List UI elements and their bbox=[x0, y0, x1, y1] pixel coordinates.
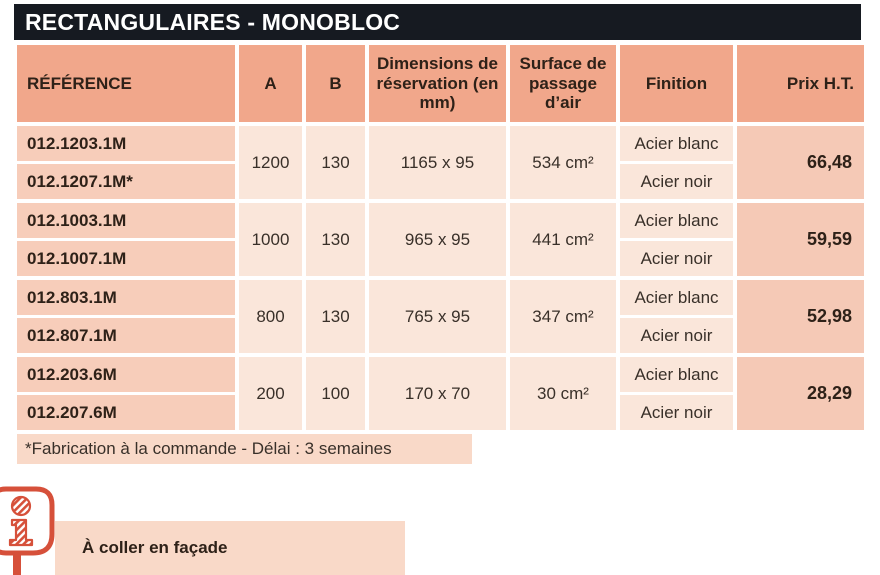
header-surface: Surface de passage d’air bbox=[510, 45, 616, 122]
fabrication-footnote: *Fabrication à la commande - Délai : 3 semaines bbox=[17, 434, 472, 464]
dimensions-cell: 765 x 95 bbox=[369, 280, 506, 353]
table-header-row bbox=[17, 45, 864, 122]
a-value-cell: 1200 bbox=[239, 126, 302, 199]
finition-cell: Acier blanc bbox=[620, 203, 733, 238]
surface-cell: 347 cm² bbox=[510, 280, 616, 353]
surface-cell: 534 cm² bbox=[510, 126, 616, 199]
surface-cell: 30 cm² bbox=[510, 357, 616, 430]
b-value-cell: 130 bbox=[306, 203, 365, 276]
product-table bbox=[17, 45, 864, 434]
reference-cell: 012.203.6M bbox=[17, 357, 235, 392]
finition-cell: Acier noir bbox=[620, 395, 733, 430]
reference-cell: 012.803.1M bbox=[17, 280, 235, 315]
table-group bbox=[17, 357, 864, 430]
finition-cell: Acier blanc bbox=[620, 357, 733, 392]
info-banner bbox=[55, 521, 405, 575]
info-banner-label: À coller en façade bbox=[82, 538, 228, 557]
table-group bbox=[17, 203, 864, 276]
a-value-cell: 200 bbox=[239, 357, 302, 430]
reference-cell: 012.1003.1M bbox=[17, 203, 235, 238]
header-b: B bbox=[306, 45, 365, 122]
reference-cell: 012.1203.1M bbox=[17, 126, 235, 161]
dimensions-cell: 1165 x 95 bbox=[369, 126, 506, 199]
header-finition: Finition bbox=[620, 45, 733, 122]
finition-cell: Acier blanc bbox=[620, 126, 733, 161]
dimensions-cell: 965 x 95 bbox=[369, 203, 506, 276]
price-cell: 52,98 bbox=[737, 280, 864, 353]
reference-cell: 012.1007.1M bbox=[17, 241, 235, 276]
b-value-cell: 100 bbox=[306, 357, 365, 430]
finition-cell: Acier blanc bbox=[620, 280, 733, 315]
reference-cell: 012.807.1M bbox=[17, 318, 235, 353]
header-prix: Prix H.T. bbox=[737, 45, 864, 122]
header-dimensions: Dimensions de réservation (en mm) bbox=[369, 45, 506, 122]
surface-cell: 441 cm² bbox=[510, 203, 616, 276]
header-reference: RÉFÉRENCE bbox=[17, 45, 235, 122]
a-value-cell: 800 bbox=[239, 280, 302, 353]
finition-cell: Acier noir bbox=[620, 241, 733, 276]
finition-cell: Acier noir bbox=[620, 164, 733, 199]
page-title: RECTANGULAIRES - MONOBLOC bbox=[14, 4, 861, 40]
reference-cell: 012.1207.1M* bbox=[17, 164, 235, 199]
price-cell: 28,29 bbox=[737, 357, 864, 430]
b-value-cell: 130 bbox=[306, 280, 365, 353]
header-a: A bbox=[239, 45, 302, 122]
b-value-cell: 130 bbox=[306, 126, 365, 199]
dimensions-cell: 170 x 70 bbox=[369, 357, 506, 430]
table-group bbox=[17, 126, 864, 199]
price-cell: 66,48 bbox=[737, 126, 864, 199]
reference-cell: 012.207.6M bbox=[17, 395, 235, 430]
table-group bbox=[17, 280, 864, 353]
finition-cell: Acier noir bbox=[620, 318, 733, 353]
a-value-cell: 1000 bbox=[239, 203, 302, 276]
price-cell: 59,59 bbox=[737, 203, 864, 276]
